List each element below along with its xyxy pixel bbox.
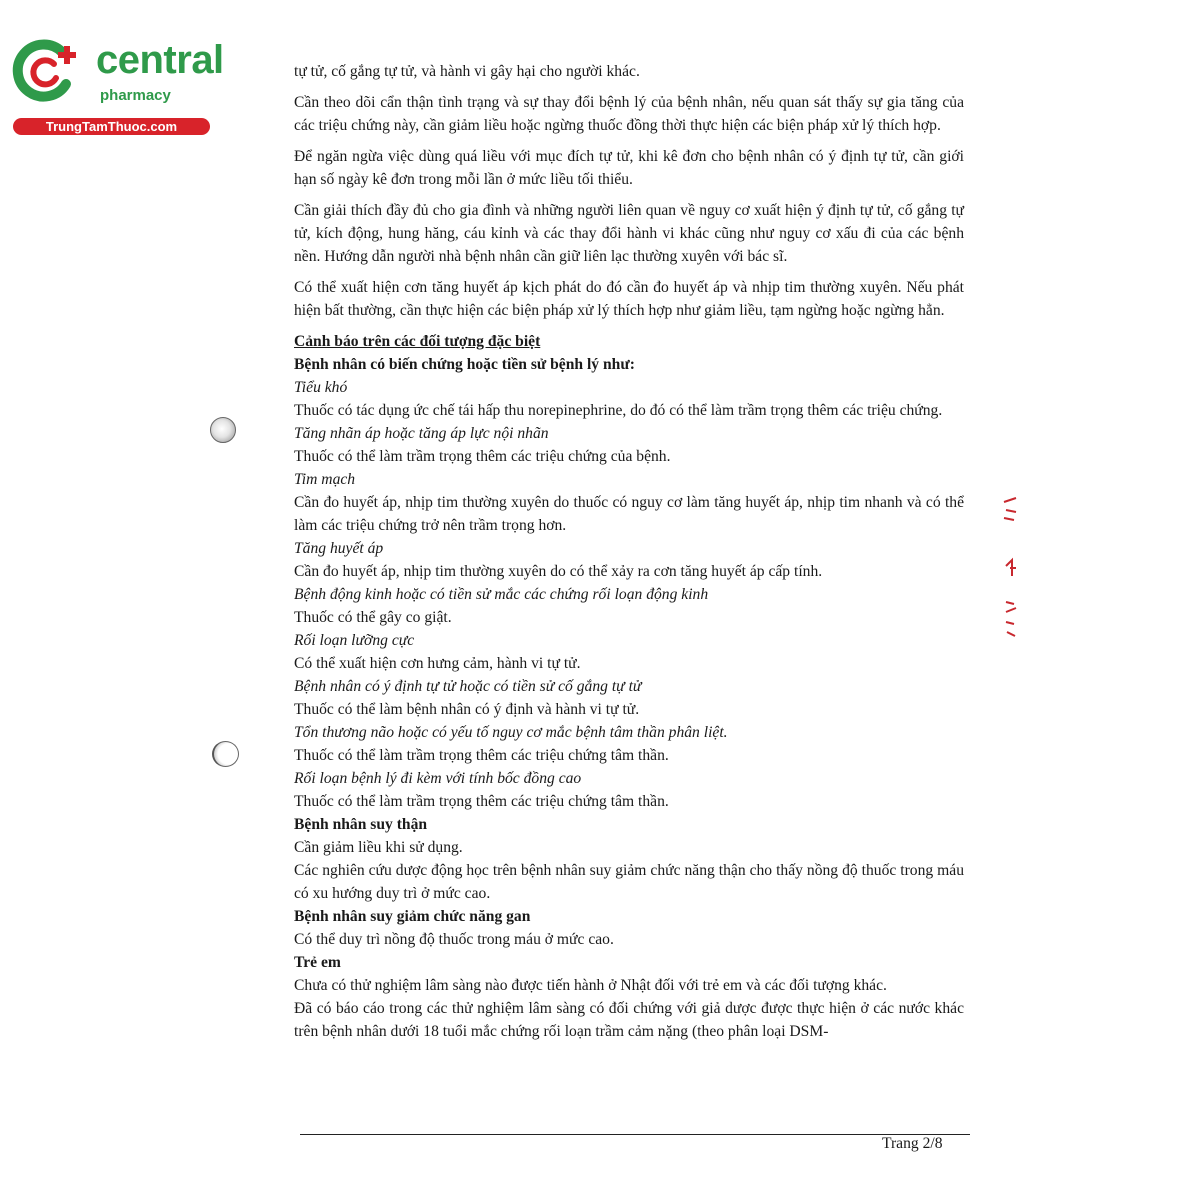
- paragraph: Để ngăn ngừa việc dùng quá liều với mục đích tự tử, khi kê đơn cho bệnh nhân có ý định tự tử, cần giới hạn số ngày kê đơn trong mỗi lần ở mức liều tối thiểu.: [294, 148, 964, 188]
- condition-text: Có thể xuất hiện cơn hưng cảm, hành vi tự tử.: [294, 655, 581, 672]
- children-text: Chưa có thử nghiệm lâm sàng nào được tiến hành ở Nhật đối với trẻ em và các đối tượng khác.: [294, 977, 887, 994]
- renal-heading: Bệnh nhân suy thận: [294, 816, 428, 833]
- punch-hole: [210, 417, 236, 443]
- condition-text: Cần đo huyết áp, nhịp tim thường xuyên do thuốc có nguy cơ làm tăng huyết áp, nhịp tim nhanh và có thể làm các triệu chứng trở nên trầm trọng hơn.: [294, 494, 964, 534]
- paragraph: Cần giải thích đầy đủ cho gia đình và những người liên quan về nguy cơ xuất hiện ý định tự tử, cố gắng tự tử, kích động, hung hăng, cáu kỉnh và các thay đổi hành vi khác cũng như nguy cơ xấu đi của các bệnh nền. Hướng dẫn người nhà bệnh nhân cần giữ liên lạc thường xuyên với bác sĩ.: [294, 202, 964, 265]
- pharmacy-cross-logo-icon: [10, 38, 82, 104]
- punch-hole: [212, 741, 239, 767]
- condition-label: Tăng nhãn áp hoặc tăng áp lực nội nhãn: [294, 425, 549, 442]
- children-text: Đã có báo cáo trong các thử nghiệm lâm sàng có đối chứng với giả dược được thực hiện ở các nước khác trên bệnh nhân dưới 18 tuổi mắc chứng rối loạn trầm cảm nặng (theo phân loại DSM-: [294, 1000, 964, 1040]
- condition-text: Thuốc có tác dụng ức chế tái hấp thu norepinephrine, do đó có thể làm trầm trọng thêm các triệu chứng.: [294, 402, 943, 419]
- central-pharmacy-logo[interactable]: [10, 36, 224, 136]
- condition-label: Bệnh động kinh hoặc có tiền sử mắc các chứng rối loạn động kinh: [294, 586, 709, 603]
- condition-text: Cần đo huyết áp, nhịp tim thường xuyên do có thể xảy ra cơn tăng huyết áp cấp tính.: [294, 563, 823, 580]
- condition-label: Tim mạch: [294, 471, 356, 488]
- paragraph: tự tử, cố gắng tự tử, và hành vi gây hại cho người khác.: [294, 63, 640, 80]
- condition-label: Tăng huyết áp: [294, 540, 384, 557]
- condition-label: Tiểu khó: [294, 379, 348, 396]
- condition-text: Thuốc có thể gây co giật.: [294, 609, 452, 626]
- condition-text: Thuốc có thể làm bệnh nhân có ý định và hành vi tự tử.: [294, 701, 640, 718]
- footer-divider: [300, 1134, 970, 1135]
- condition-label: Tổn thương não hoặc có yếu tố nguy cơ mắc bệnh tâm thần phân liệt.: [294, 724, 728, 741]
- renal-text: Cần giảm liều khi sử dụng.: [294, 839, 463, 856]
- condition-label: Bệnh nhân có ý định tự tử hoặc có tiền sử cố gắng tự tử: [294, 678, 642, 695]
- page-number: Trang 2/8: [882, 1135, 943, 1152]
- children-heading: Trẻ em: [294, 954, 341, 971]
- condition-label: Rối loạn bệnh lý đi kèm với tính bốc đồng cao: [294, 770, 582, 787]
- section-title: Cảnh báo trên các đối tượng đặc biệt: [294, 333, 541, 350]
- hepatic-heading: Bệnh nhân suy giảm chức năng gan: [294, 908, 531, 925]
- subsection-heading: Bệnh nhân có biến chứng hoặc tiền sử bệnh lý như:: [294, 356, 635, 373]
- condition-label: Rối loạn lưỡng cực: [294, 632, 415, 649]
- paragraph: Cần theo dõi cẩn thận tình trạng và sự thay đổi bệnh lý của bệnh nhân, nếu quan sát thấy sự gia tăng của các triệu chứng này, cần giảm liều hoặc ngừng thuốc đồng thời thực hiện các biện pháp xử lý thích hợp.: [294, 94, 964, 134]
- brand-name: central: [96, 38, 224, 82]
- renal-text: Các nghiên cứu dược động học trên bệnh nhân suy giảm chức năng thận cho thấy nồng độ thuốc trong máu có xu hướng duy trì ở mức cao.: [294, 862, 964, 902]
- margin-stamp-mark: [998, 490, 1022, 650]
- condition-text: Thuốc có thể làm trầm trọng thêm các triệu chứng tâm thần.: [294, 747, 669, 764]
- site-url-badge[interactable]: TrungTamThuoc.com: [13, 118, 210, 135]
- condition-text: Thuốc có thể làm trầm trọng thêm các triệu chứng của bệnh.: [294, 448, 671, 465]
- document-page: [294, 60, 964, 1043]
- condition-text: Thuốc có thể làm trầm trọng thêm các triệu chứng tâm thần.: [294, 793, 669, 810]
- paragraph: Có thể xuất hiện cơn tăng huyết áp kịch phát do đó cần đo huyết áp và nhịp tim thường xuyên. Nếu phát hiện bất thường, cần thực hiện các biện pháp xử lý thích hợp như giảm liều, tạm ngừng hoặc ngừng hẳn.: [294, 279, 964, 319]
- brand-subtitle: pharmacy: [100, 87, 171, 104]
- hepatic-text: Có thể duy trì nồng độ thuốc trong máu ở mức cao.: [294, 931, 614, 948]
